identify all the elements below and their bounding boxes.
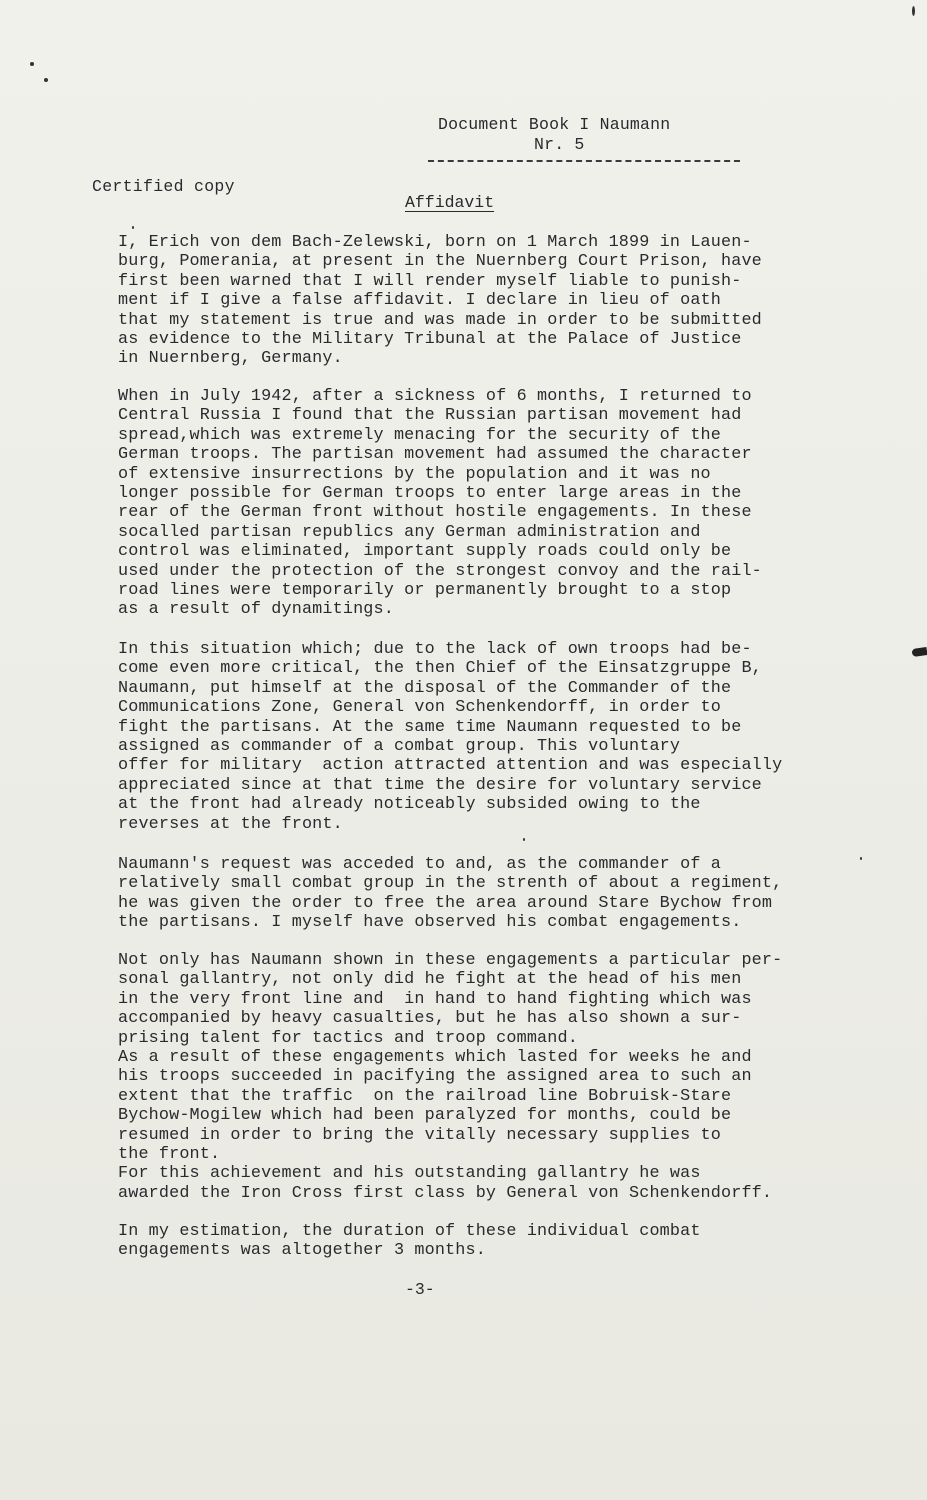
text-line: In this situation which; due to the lack of own troops had be-: [118, 640, 752, 659]
text-line: I, Erich von dem Bach-Zelewski, born on 1 March 1899 in Lauen-: [118, 233, 752, 252]
text-line: offer for military action attracted attention and was especially: [118, 756, 783, 776]
text-line: engagements was altogether 3 months.: [118, 1241, 486, 1261]
affidavit-heading: Affidavit: [405, 193, 495, 212]
text-line: fight the partisans. At the same time Naumann requested to be: [118, 717, 742, 737]
text-line: burg, Pomerania, at present in the Nuernberg Court Prison, have: [118, 252, 762, 272]
text-line: accompanied by heavy casualties, but he has also shown a sur-: [118, 1009, 742, 1029]
text-line: he was given the order to free the area around Stare Bychow from: [118, 893, 773, 913]
text-line: ment if I give a false affidavit. I declare in lieu of oath: [118, 291, 722, 311]
paper-speck: [30, 62, 34, 66]
text-line: road lines were temporarily or permanently brought to a stop: [118, 581, 732, 601]
text-line: spread,which was extremely menacing for the security of the: [118, 425, 722, 445]
paragraph-naumann-offer: [118, 640, 782, 834]
text-line: Bychow-Mogilew which had been paralyzed for months, could be: [118, 1106, 732, 1126]
paragraph-declaration: [118, 233, 762, 369]
text-line: come even more critical, the then Chief of the Einsatzgruppe B,: [118, 659, 762, 679]
text-line: that my statement is true and was made in order to be submitted: [118, 310, 762, 330]
paper-speck: [912, 6, 915, 16]
document-header: [438, 115, 671, 154]
text-line: in the very front line and in hand to hand fighting which was: [118, 989, 752, 1009]
text-line: in Nuernberg, Germany.: [118, 349, 343, 369]
text-line: When in July 1942, after a sickness of 6 months, I returned to: [118, 387, 752, 406]
text-line: As a result of these engagements which lasted for weeks he and: [118, 1048, 752, 1068]
text-line: of extensive insurrections by the population and it was no: [118, 464, 711, 484]
text-line: For this achievement and his outstanding gallantry he was: [118, 1164, 701, 1184]
text-line: the partisans. I myself have observed his combat engagements.: [118, 913, 742, 933]
page-number: -3-: [405, 1280, 435, 1299]
paper-speck: [132, 226, 134, 229]
text-line: Naumann's request was acceded to and, as the commander of a: [118, 855, 722, 874]
paragraph-gallantry: [118, 951, 782, 1203]
certified-copy-label: Certified copy: [92, 177, 235, 196]
text-line: Central Russia I found that the Russian partisan movement had: [118, 406, 742, 426]
text-line: awarded the Iron Cross first class by General von Schenkendorff.: [118, 1183, 773, 1203]
text-line: rear of the German front without hostile engagements. In these: [118, 503, 752, 523]
text-line: first been warned that I will render myself liable to punish-: [118, 271, 742, 291]
paper-speck: [523, 838, 525, 841]
text-line: sonal gallantry, not only did he fight at the head of his men: [118, 970, 742, 990]
paper-speck: [44, 78, 48, 82]
text-line: longer possible for German troops to enter large areas in the: [118, 484, 742, 504]
text-line: at the front had already noticeably subsided owing to the: [118, 795, 701, 815]
text-line: reverses at the front.: [118, 814, 343, 834]
paragraph-partisan-movement: [118, 387, 762, 620]
text-line: the front.: [118, 1145, 221, 1165]
text-line: assigned as commander of a combat group. This voluntary: [118, 737, 681, 757]
text-line: as a result of dynamitings.: [118, 600, 394, 620]
paper-speck: [860, 857, 862, 860]
text-line: Not only has Naumann shown in these engagements a particular per-: [118, 951, 783, 970]
text-line: his troops succeeded in pacifying the assigned area to such an: [118, 1067, 752, 1087]
text-line: socalled partisan republics any German administration and: [118, 522, 701, 542]
document-book-title: Document Book I Naumann: [438, 115, 671, 134]
text-line: as evidence to the Military Tribunal at the Palace of Justice: [118, 330, 742, 350]
text-line: appreciated since at that time the desire for voluntary service: [118, 775, 762, 795]
text-line: prising talent for tactics and troop command.: [118, 1028, 578, 1048]
text-line: In my estimation, the duration of these individual combat: [118, 1222, 701, 1241]
paragraph-combat-group: [118, 855, 782, 933]
document-number: Nr. 5: [534, 135, 585, 154]
text-line: relatively small combat group in the strenth of about a regiment,: [118, 874, 783, 894]
margin-ink-mark: [912, 647, 927, 657]
text-line: control was eliminated, important supply roads could only be: [118, 542, 732, 562]
text-line: used under the protection of the strongest convoy and the rail-: [118, 561, 762, 581]
text-line: German troops. The partisan movement had assumed the character: [118, 445, 752, 465]
text-line: Communications Zone, General von Schenkendorff, in order to: [118, 698, 722, 718]
text-line: resumed in order to bring the vitally necessary supplies to: [118, 1125, 722, 1145]
paragraph-duration: [118, 1222, 701, 1261]
text-line: extent that the traffic on the railroad line Bobruisk-Stare: [118, 1086, 732, 1106]
header-rule: [428, 160, 740, 162]
text-line: Naumann, put himself at the disposal of the Commander of the: [118, 678, 732, 698]
